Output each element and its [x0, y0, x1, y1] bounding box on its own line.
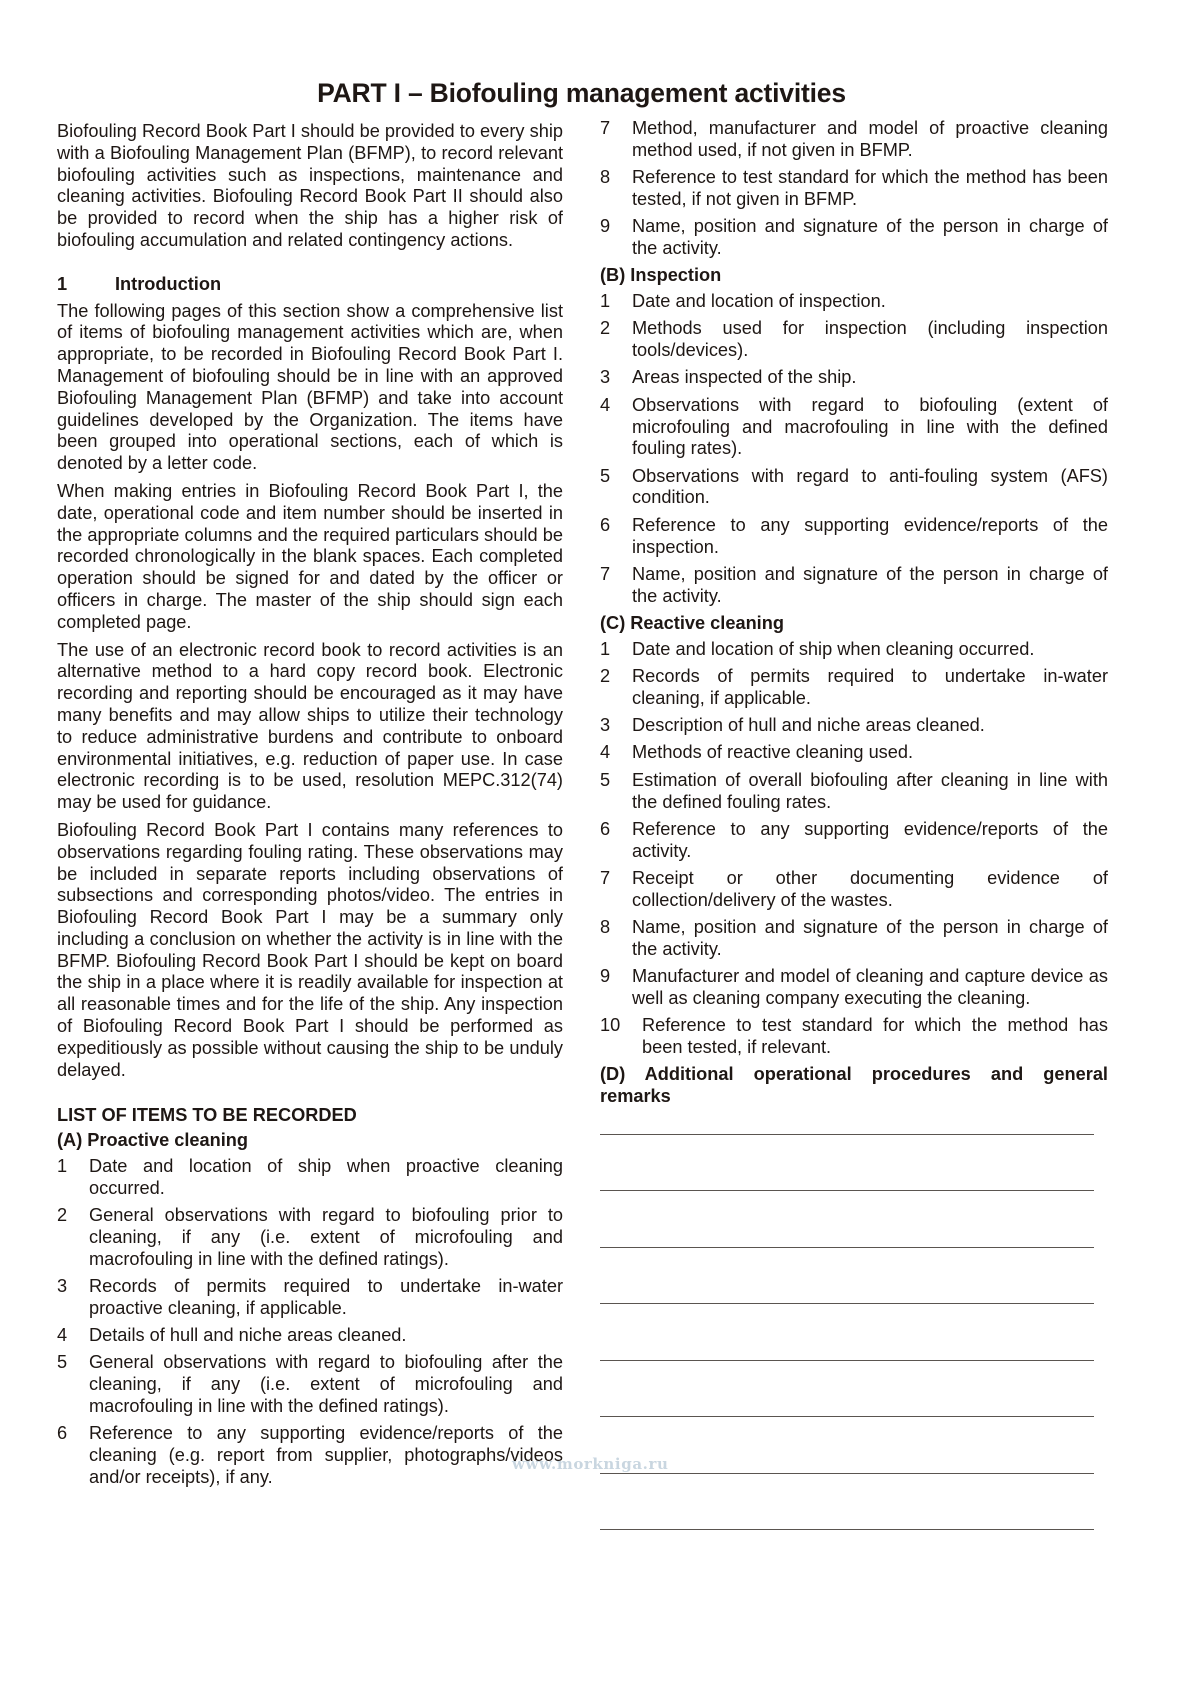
item-text: Methods of reactive cleaning used. [632, 742, 914, 763]
item-number: 7 [600, 563, 611, 584]
list-item [600, 666, 1108, 710]
item-number: 2 [600, 666, 611, 687]
item-number: 1 [600, 291, 611, 312]
item-number: 4 [600, 394, 611, 415]
list-item [600, 466, 1108, 510]
list-item [600, 367, 1108, 389]
item-text: Records of permits required to undertake in-water proactive cleaning, if applicable. [89, 1276, 563, 1318]
item-number: 7 [600, 118, 611, 138]
item-text: Areas inspected of the ship. [632, 367, 857, 388]
item-number: 4 [57, 1325, 68, 1346]
section-c-heading: (C) Reactive cleaning [600, 612, 784, 633]
item-text: General observations with regard to biofouling after the cleaning, if any (i.e. extent of microfouling and macrofouling in line with the defined ratings). [89, 1352, 563, 1417]
item-number: 3 [600, 715, 611, 736]
item-number: 5 [600, 465, 611, 486]
item-number: 6 [600, 514, 611, 535]
remarks-line[interactable] [600, 1303, 1094, 1304]
list-item [57, 1156, 563, 1200]
item-text: Manufacturer and model of cleaning and capture device as well as cleaning company executing the cleaning. [632, 966, 1108, 1008]
section-1-heading [57, 274, 563, 296]
item-text: Reference to any supporting evidence/reports of the activity. [632, 818, 1108, 861]
item-text: Receipt or other documenting evidence of collection/delivery of the wastes. [632, 867, 1108, 910]
item-text: Date and location of ship when proactive cleaning occurred. [89, 1156, 563, 1198]
remarks-line[interactable] [600, 1247, 1094, 1248]
list-item [600, 917, 1108, 961]
section-a-heading: (A) Proactive cleaning [57, 1130, 249, 1151]
list-heading: LIST OF ITEMS TO BE RECORDED [57, 1105, 357, 1126]
section-b-heading: (B) Inspection [600, 265, 722, 286]
item-text: Method, manufacturer and model of proactive cleaning method used, if not given in BFMP. [632, 118, 1108, 160]
section-number: 1 [57, 273, 68, 294]
list-item [600, 118, 1108, 162]
item-number: 5 [600, 769, 611, 790]
list-item [57, 1423, 563, 1488]
remarks-line[interactable] [600, 1473, 1094, 1474]
list-item [600, 715, 1108, 737]
list-item [600, 395, 1108, 460]
item-text: Date and location of inspection. [632, 291, 886, 312]
item-number: 8 [600, 917, 611, 937]
page-title: PART I – Biofouling management activities [317, 78, 846, 108]
item-text: Reference to any supporting evidence/reports of the cleaning (e.g. report from supplier, photographs/videos and/or receipts), if any. [89, 1423, 563, 1487]
remarks-blank-lines [600, 1134, 1108, 1531]
remarks-line[interactable] [600, 1190, 1094, 1191]
item-number: 3 [600, 367, 611, 388]
item-number: 4 [600, 742, 611, 763]
list-item [600, 318, 1108, 362]
item-text: Records of permits required to undertake in-water cleaning, if applicable. [632, 666, 1108, 708]
list-item [600, 770, 1108, 814]
list-item [57, 1205, 563, 1270]
watermark: www.morkniga.ru [512, 1455, 669, 1473]
list-item [600, 639, 1108, 661]
right-column [600, 118, 1108, 1586]
item-number: 6 [600, 818, 611, 839]
intro-paragraph: Biofouling Record Book Part I should be provided to every ship with a Biofouling Management Plan (BFMP), to record relevant biofouling activities such as inspections, maintenance and cleaning activities. Biofouling Record Book Part II should also be provided to record when the ship has a higher risk of biofouling accumulation and related contingency actions. [57, 121, 563, 250]
item-number: 9 [600, 966, 611, 987]
item-text: Methods used for inspection (including inspection tools/devices). [632, 318, 1108, 361]
item-number: 2 [600, 318, 611, 339]
item-text: Name, position and signature of the person in charge of the activity. [632, 216, 1108, 258]
list-item [600, 564, 1108, 608]
item-text: Estimation of overall biofouling after cleaning in line with the defined fouling rates. [632, 769, 1108, 812]
intro-paragraph-3: The use of an electronic record book to record activities is an alternative method to a hard copy record book. Electronic recording and reporting should be encouraged as it may have many benefits and may allow ships to utilize their technology to reduce administrative burdens and contribute to onboard environmental initiatives, e.g. reduction of paper use. In case electronic recording is to be used, resolution MEPC.312(74) may be used for guidance. [57, 639, 563, 813]
list-item [600, 868, 1108, 912]
list-item [600, 742, 1108, 764]
list-item [57, 1325, 563, 1347]
section-d-heading: (D) Additional operational procedures and general remarks [600, 1064, 1108, 1107]
item-number: 5 [57, 1352, 68, 1373]
list-item [600, 1015, 1108, 1059]
item-text: Observations with regard to biofouling (extent of microfouling and macrofouling in line with the defined fouling rates). [632, 394, 1108, 459]
list-item [600, 819, 1108, 863]
item-number: 6 [57, 1423, 68, 1444]
list-item [600, 515, 1108, 559]
list-item [57, 1276, 563, 1320]
item-number: 9 [600, 216, 611, 237]
item-text: Name, position and signature of the person in charge of the activity. [632, 917, 1108, 959]
remarks-line[interactable] [600, 1416, 1094, 1417]
item-number: 3 [57, 1276, 68, 1297]
list-item [57, 1352, 563, 1417]
left-column [57, 121, 563, 1494]
list-item [600, 167, 1108, 211]
item-text: Reference to any supporting evidence/reports of the inspection. [632, 514, 1108, 557]
list-item [600, 291, 1108, 313]
remarks-line[interactable] [600, 1360, 1094, 1361]
item-text: Description of hull and niche areas cleaned. [632, 715, 985, 736]
remarks-line[interactable] [600, 1529, 1094, 1530]
item-number: 8 [600, 167, 611, 188]
list-item [600, 966, 1108, 1010]
item-number: 10 [600, 1015, 621, 1036]
section-title: Introduction [115, 273, 222, 294]
item-text: Reference to test standard for which the method has been tested, if relevant. [642, 1015, 1108, 1057]
item-number: 1 [600, 638, 611, 659]
item-text: General observations with regard to biofouling prior to cleaning, if any (i.e. extent of microfouling and macrofouling in line with the defined ratings). [89, 1205, 563, 1269]
list-item [600, 216, 1108, 260]
item-text: Date and location of ship when cleaning occurred. [632, 638, 1035, 659]
intro-paragraph-1: The following pages of this section show a comprehensive list of items of biofouling management activities which are, when appropriate, to be recorded in Biofouling Record Book Part I. Management of biofouling should be in line with an approved Biofouling Management Plan (BFMP) and take into account guidelines developed by the Organization. The items have been grouped into operational sections, each of which is denoted by a letter code. [57, 300, 563, 474]
remarks-line[interactable] [600, 1134, 1094, 1135]
item-text: Details of hull and niche areas cleaned. [89, 1325, 407, 1346]
item-number: 7 [600, 867, 611, 888]
intro-paragraph-4: Biofouling Record Book Part I contains many references to observations regarding fouling rating. These observations may be included in separate reports including observations of subsections and corresponding photos/video. The entries in Biofouling Record Book Part I may be a summary only including a conclusion on whether the activity is in line with the BFMP. Biofouling Record Book Part I should be kept on board the ship in a place where it is readily available for inspection at all reasonable times and for the life of the ship. Any inspection of Biofouling Record Book Part I should be performed as expeditiously as possible without causing the ship to be unduly delayed. [57, 819, 563, 1080]
intro-paragraph-2: When making entries in Biofouling Record Book Part I, the date, operational code and item number should be inserted in the appropriate columns and the required particulars should be recorded chronologically in the blank spaces. Each completed operation should be signed for and dated by the officer or officers in charge. The master of the ship should sign each completed page. [57, 480, 563, 632]
item-number: 1 [57, 1156, 68, 1177]
item-number: 2 [57, 1205, 68, 1226]
item-text: Observations with regard to anti-fouling system (AFS) condition. [632, 465, 1108, 508]
item-text: Reference to test standard for which the method has been tested, if not given in BFMP. [632, 167, 1108, 209]
item-text: Name, position and signature of the person in charge of the activity. [632, 563, 1108, 606]
